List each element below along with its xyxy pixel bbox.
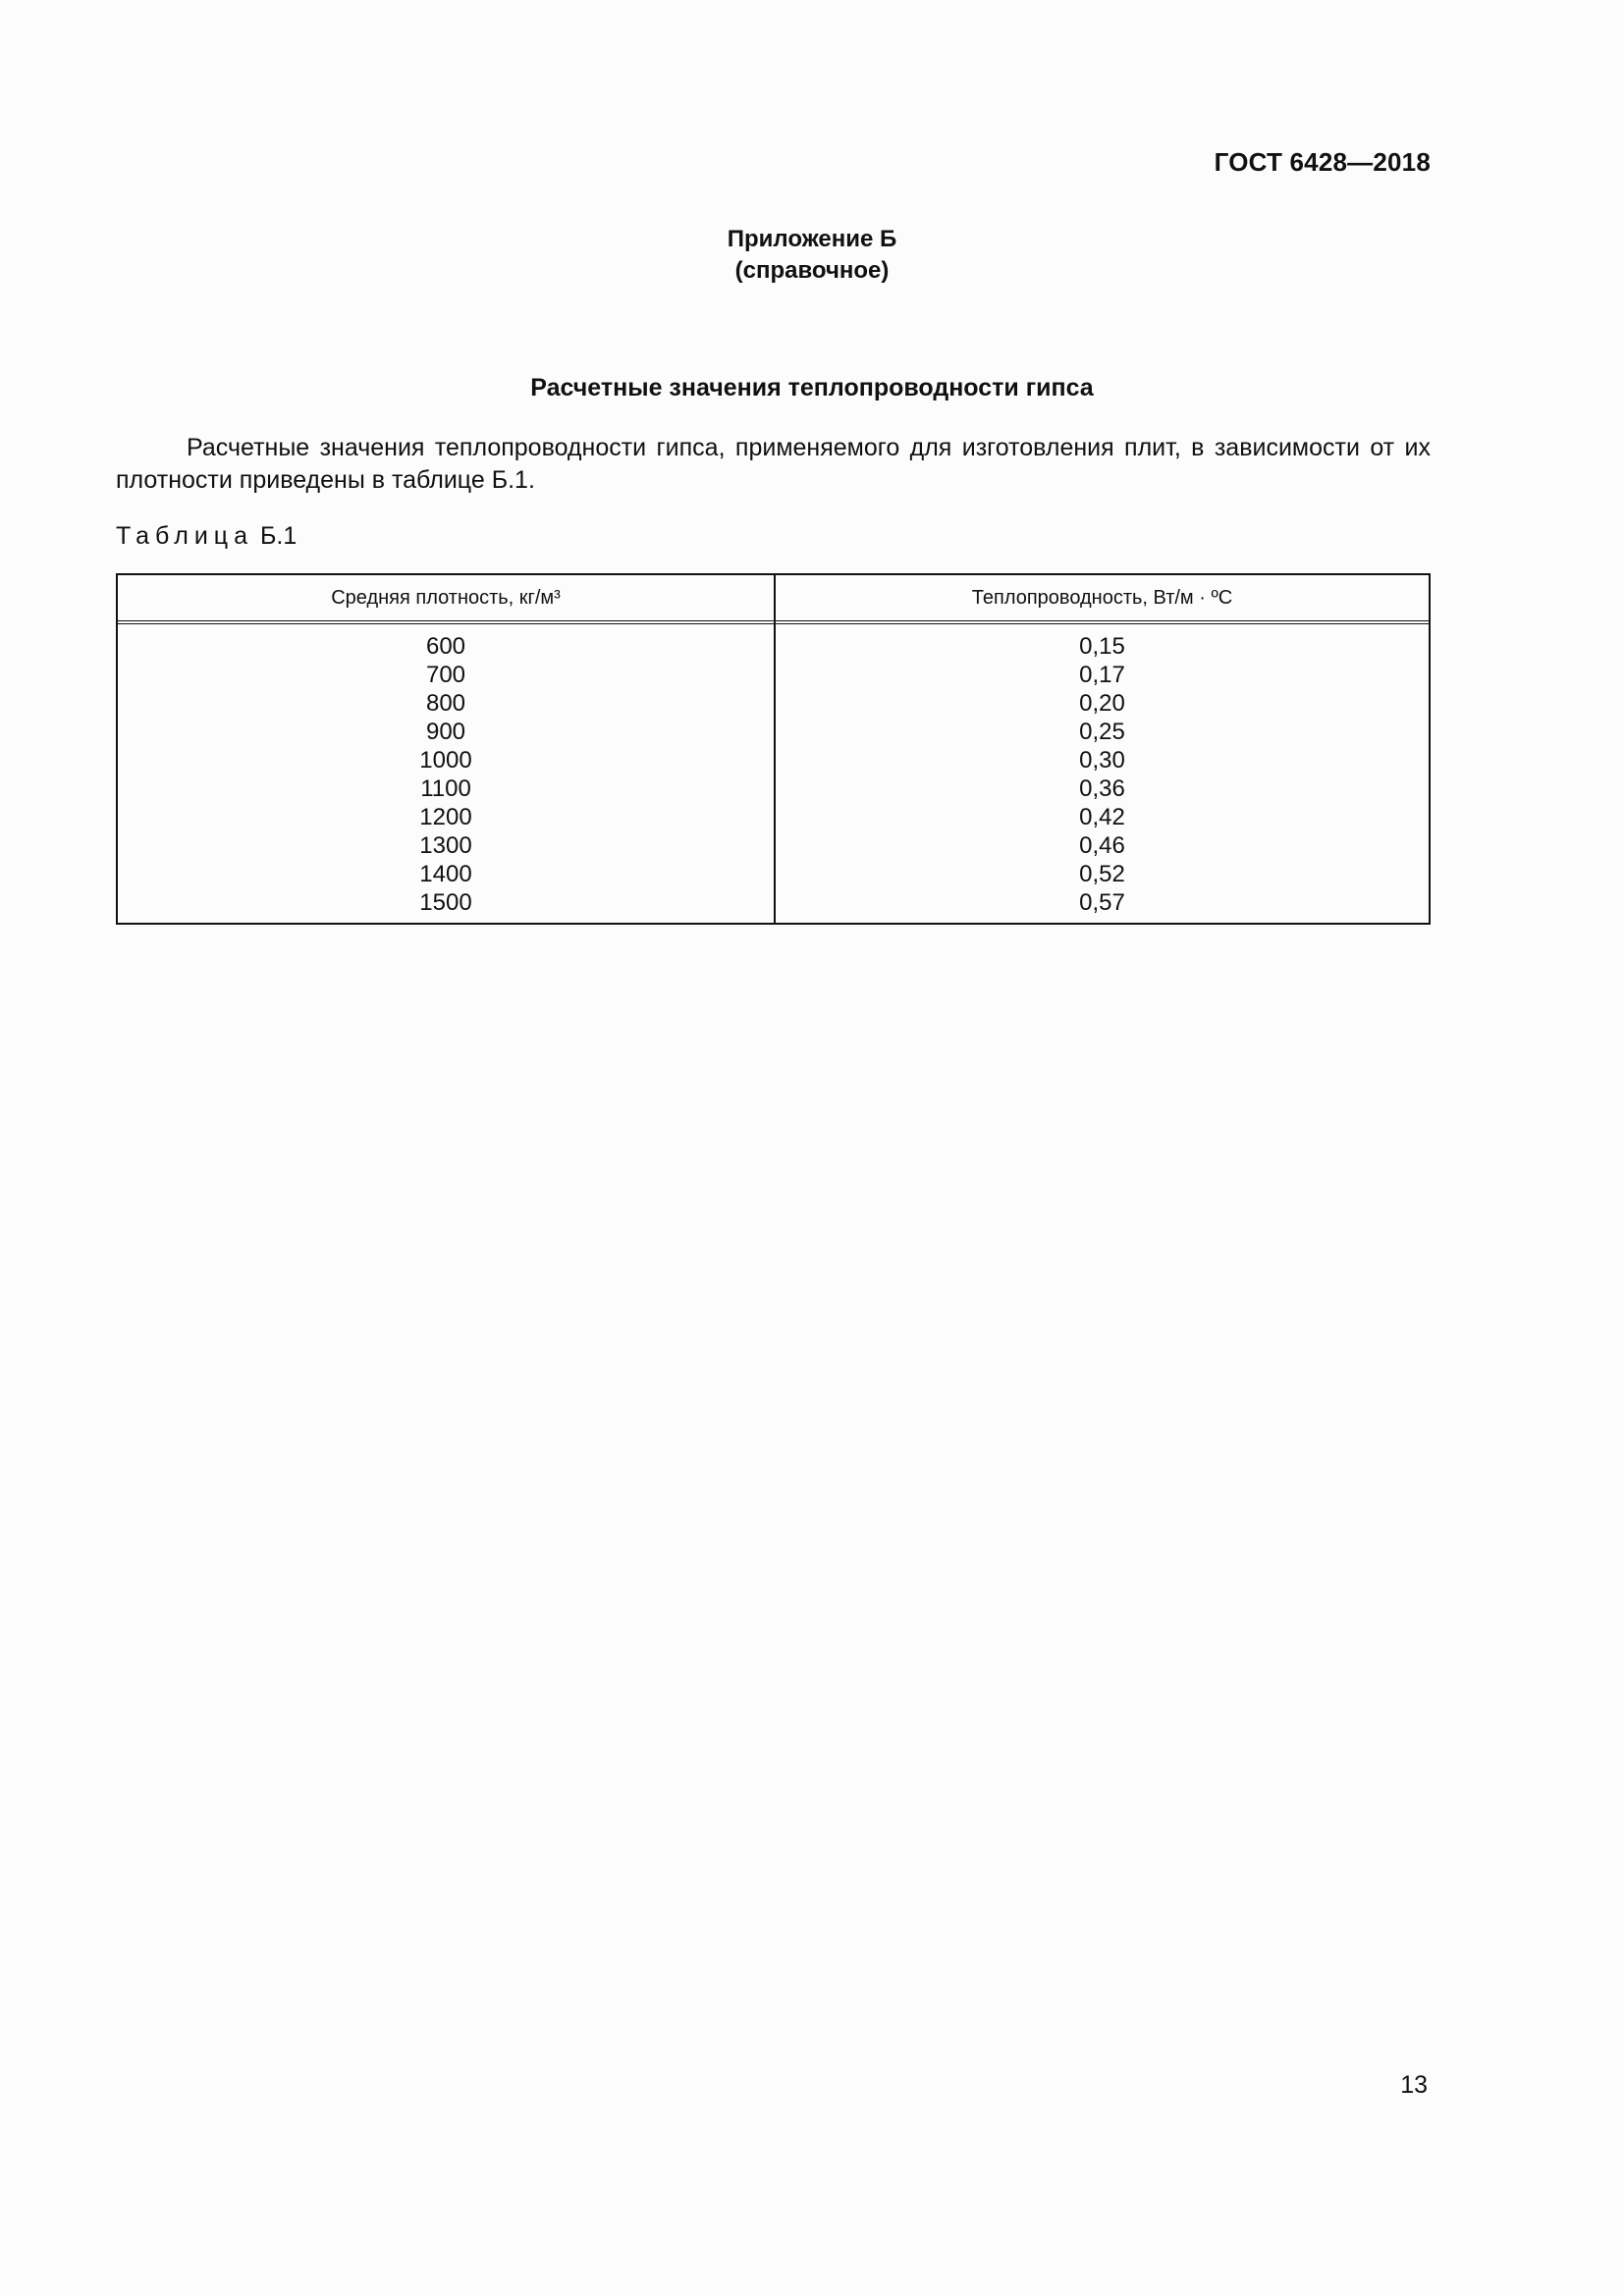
conductivity-cell: 0,15: [1079, 633, 1125, 660]
conductivity-cell: 0,52: [1079, 861, 1125, 887]
density-cell: 1400: [419, 861, 472, 887]
header-conductivity: Теплопроводность, Вт/м · ºС: [971, 587, 1233, 609]
document-code: ГОСТ 6428—2018: [1214, 147, 1431, 177]
thermal-conductivity-table: [116, 573, 1431, 925]
density-cell: 600: [425, 633, 466, 660]
conductivity-cell: 0,42: [1079, 804, 1125, 830]
appendix-heading: [0, 224, 1624, 287]
table-header-row: [118, 575, 1429, 624]
conductivity-cell: 0,20: [1079, 690, 1125, 717]
conductivity-cell: 0,46: [1079, 832, 1125, 859]
table-caption-word: Таблица: [116, 522, 254, 550]
density-cell: 700: [425, 662, 466, 688]
density-cell: 1300: [419, 832, 472, 859]
density-cell: 1500: [419, 889, 472, 916]
header-density: Средняя плотность, кг/м³: [331, 587, 561, 609]
conductivity-cell: 0,25: [1079, 719, 1125, 745]
appendix-title: Приложение Б: [727, 226, 897, 252]
conductivity-cell: 0,57: [1079, 889, 1125, 916]
conductivity-cell: 0,36: [1079, 775, 1125, 802]
conductivity-cell: 0,30: [1079, 747, 1125, 774]
density-column: [118, 632, 774, 917]
density-cell: 1100: [420, 775, 471, 802]
table-caption-number: Б.1: [259, 522, 298, 550]
body-paragraph: Расчетные значения теплопроводности гипса, применяемого для изготовления плит, в зависимости от их плотности приведены в таблице Б.1.: [116, 434, 1431, 494]
page-number: 13: [1400, 2071, 1428, 2099]
table-caption: [116, 522, 297, 551]
section-title: Расчетные значения теплопроводности гипса: [530, 374, 1094, 401]
density-cell: 800: [425, 690, 466, 717]
appendix-subtitle: (справочное): [734, 257, 890, 284]
density-cell: 900: [425, 719, 466, 745]
conductivity-column: [776, 632, 1429, 917]
conductivity-cell: 0,17: [1079, 662, 1125, 688]
density-cell: 1200: [419, 804, 472, 830]
density-cell: 1000: [419, 747, 472, 774]
